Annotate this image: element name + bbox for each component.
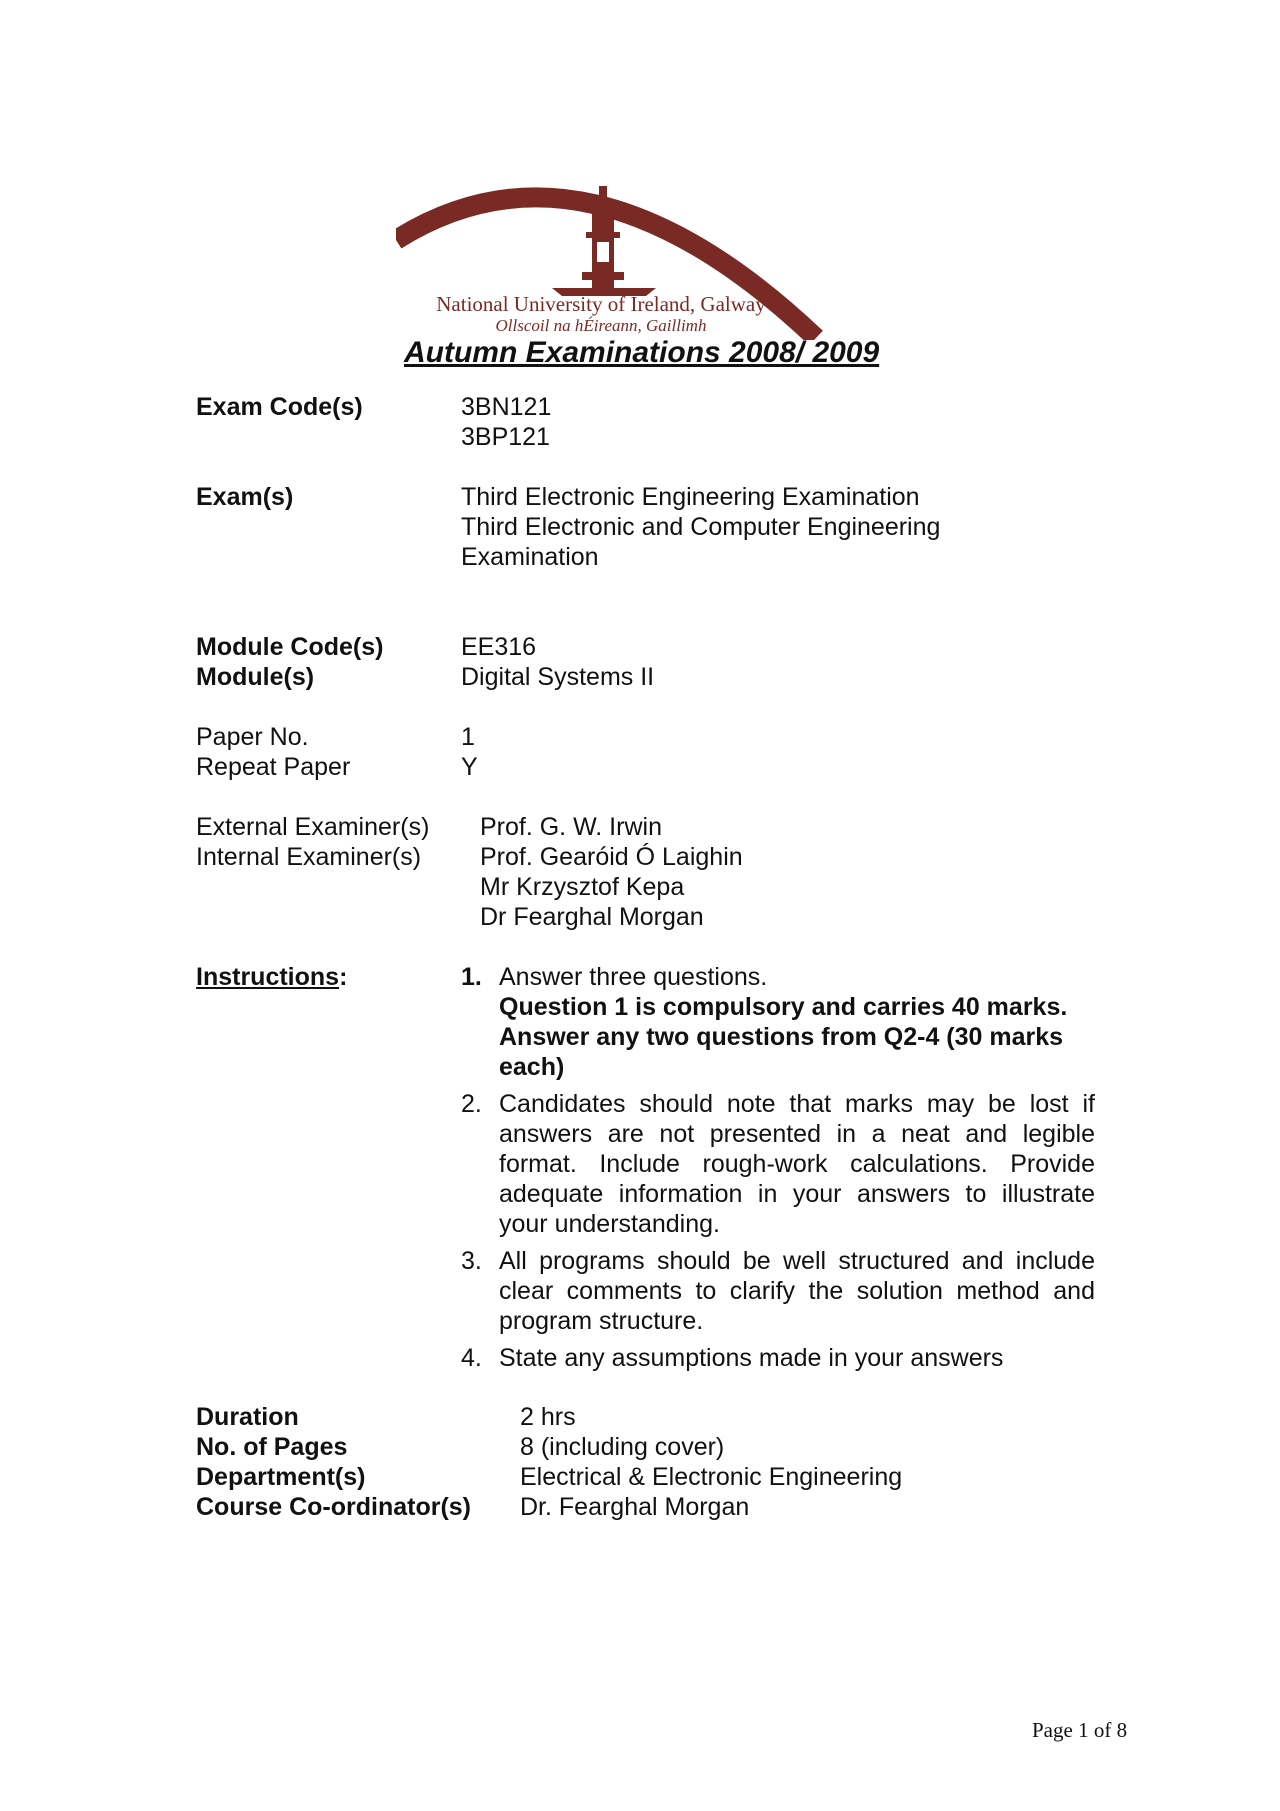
instructions-label-colon: : xyxy=(339,963,348,991)
coordinator-value: Dr. Fearghal Morgan xyxy=(520,1493,750,1521)
instruction-text: Answer three questions. xyxy=(499,963,768,991)
exams-label: Exam(s) xyxy=(196,483,294,511)
instruction-item xyxy=(461,1246,1095,1336)
repeat-paper: Y xyxy=(461,753,478,781)
module-code: EE316 xyxy=(461,633,537,661)
examiner-name: Prof. G. W. Irwin xyxy=(480,813,662,841)
exam-name-3: Examination xyxy=(461,543,599,571)
exam-codes-label: Exam Code(s) xyxy=(196,393,363,421)
logo-university-name-irish: Ollscoil na hÉireann, Gaillimh xyxy=(495,316,707,335)
module-name: Digital Systems II xyxy=(461,663,655,691)
module-code-label: Module Code(s) xyxy=(196,633,384,661)
internal-examiner-label: Internal Examiner(s) xyxy=(196,843,422,871)
module-name-label: Module(s) xyxy=(196,663,315,691)
instruction-bold-text: Question 1 is compulsory and carries 40 marks. xyxy=(499,993,1068,1021)
exam-code-2: 3BP121 xyxy=(461,423,550,451)
instruction-number: 4. xyxy=(461,1344,482,1372)
department-value: Electrical & Electronic Engineering xyxy=(520,1463,903,1491)
pages-label: No. of Pages xyxy=(196,1433,348,1461)
examiner-name: Dr Fearghal Morgan xyxy=(480,903,704,931)
exam-name-1: Third Electronic Engineering Examination xyxy=(461,483,920,511)
repeat-paper-label: Repeat Paper xyxy=(196,753,351,781)
page-title: Autumn Examinations 2008/ 2009 xyxy=(404,336,880,369)
instruction-item xyxy=(461,1343,1095,1373)
coordinator-label: Course Co-ordinator(s) xyxy=(196,1493,471,1521)
exam-name-2: Third Electronic and Computer Engineering xyxy=(461,513,941,541)
duration-value: 2 hrs xyxy=(520,1403,576,1431)
university-logo xyxy=(396,180,886,340)
examiner-name: Prof. Gearóid Ó Laighin xyxy=(480,843,743,871)
instruction-item xyxy=(461,962,1095,1082)
instructions-label xyxy=(196,962,347,992)
department-label: Department(s) xyxy=(196,1463,366,1491)
instruction-text: Candidates should note that marks may be lost if answers are not presented in a neat and legible format. Include rough-work calculations. Provide adequate information in your answers to illustrate your understanding. xyxy=(499,1090,1095,1238)
instruction-number: 2. xyxy=(461,1090,482,1118)
external-examiner-label: External Examiner(s) xyxy=(196,813,430,841)
logo-university-name: National University of Ireland, Galway xyxy=(436,292,766,316)
instruction-item xyxy=(461,1089,1095,1239)
exam-code-1: 3BN121 xyxy=(461,393,552,421)
instruction-bold-text: Answer any two questions from Q2-4 (30 marks each) xyxy=(499,1023,1064,1081)
instructions-label-text: Instructions xyxy=(196,963,340,991)
paper-number-label: Paper No. xyxy=(196,723,309,751)
paper-number: 1 xyxy=(461,723,475,751)
pages-value: 8 (including cover) xyxy=(520,1433,725,1461)
instruction-text: All programs should be well structured and include clear comments to clarify the solution method and program structure. xyxy=(499,1247,1095,1335)
examiner-name: Mr Krzysztof Kepa xyxy=(480,873,685,901)
instruction-number: 1. xyxy=(461,963,482,991)
instruction-text: State any assumptions made in your answers xyxy=(499,1344,1004,1372)
duration-label: Duration xyxy=(196,1403,299,1431)
page-number: Page 1 of 8 xyxy=(1032,1718,1128,1742)
instruction-number: 3. xyxy=(461,1247,482,1275)
instructions-list xyxy=(461,962,1095,1380)
